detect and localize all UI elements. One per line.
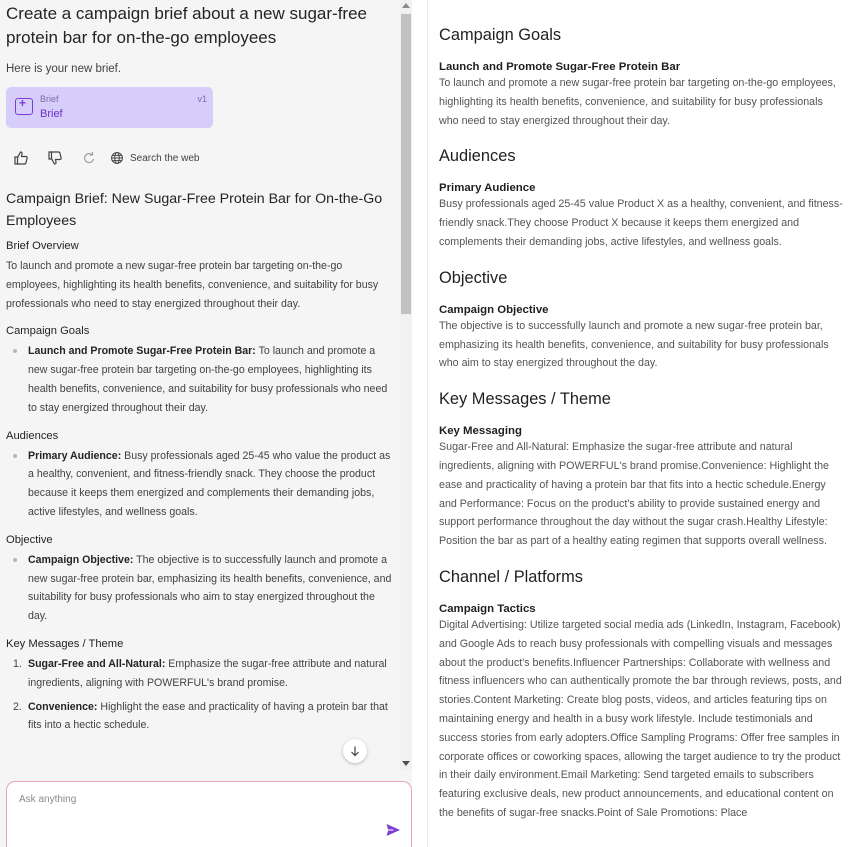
- section-subheading: Campaign Objective: [439, 303, 549, 316]
- list-item: 1. Sugar-Free and All-Natural: Emphasize the sugar-free attribute and natural ingredients, aligning with POWERFUL's brand promise.: [13, 657, 387, 689]
- brief-doc-title: Campaign Brief: New Sugar-Free Protein Bar for On-the-Go Employees: [6, 191, 383, 229]
- send-icon[interactable]: [385, 822, 401, 838]
- scroll-to-bottom-button[interactable]: [343, 739, 367, 763]
- list-item: Campaign Objective: The objective is to successfully launch and promote a new sugar-free protein bar, emphasizing its health benefits, convenience, and suitability for busy professionals who aim to stay energized throughout the day.: [6, 551, 394, 626]
- section-text: The objective is to successfully launch and promote a new sugar-free protein bar, emphasizing its health benefits, convenience, and suitability for busy professionals who aim to stay energized throughout the day.: [439, 319, 829, 370]
- user-prompt: Create a campaign brief about a new sugar-free protein bar for on-the-go employees: [6, 4, 367, 47]
- section-heading-key-messages: Key Messages / Theme: [439, 390, 611, 409]
- brief-card-version: v1: [197, 94, 207, 104]
- section-text: Sugar-Free and All-Natural: Emphasize the sugar-free attribute and natural ingredients, aligning with POWERFUL's brand promise.Convenience: Highlight the ease and practicality of having a protein bar that fits into a hectic schedule.Energy and Performance: Focus on the product's ability to provide sustained energy and support performance throughout the day without the sugar crash.Healthy Lifestyle: Position the bar as part of a healthy eating regimen that supports overall wellness.: [439, 441, 829, 548]
- brief-card-title: Brief: [40, 108, 63, 120]
- list-item: 2. Convenience: Highlight the ease and practicality of having a protein bar that fits into a hectic schedule.: [13, 700, 388, 732]
- section-heading-objective: Objective: [439, 268, 508, 287]
- section-heading-audiences: Audiences: [439, 147, 516, 166]
- objective-list: [6, 551, 394, 626]
- section-subheading: Campaign Tactics: [439, 602, 536, 615]
- messages-heading: Key Messages / Theme: [6, 637, 124, 650]
- brief-card-type: Brief: [40, 94, 59, 104]
- search-web-button[interactable]: [110, 151, 200, 165]
- audiences-list: [6, 447, 394, 522]
- chat-transcript[interactable]: [0, 0, 400, 770]
- thumbs-down-icon[interactable]: [46, 149, 64, 167]
- chat-pane: [0, 0, 412, 847]
- list-item: Primary Audience: Busy professionals aged 25-45 who value the product as a healthy, convenient, and fitness-friendly snack. They choose the product because it keeps them energized and complements their demanding jobs, active lifestyles, and wellness goals.: [6, 447, 394, 522]
- section-text: To launch and promote a new sugar-free protein bar targeting on-the-go employees, highlighting its health benefits, convenience, and suitability for busy professionals who need to stay energized throughout their day.: [439, 77, 836, 127]
- overview-heading: Brief Overview: [6, 240, 79, 252]
- section-subheading: Launch and Promote Sugar-Free Protein Bar: [439, 61, 681, 73]
- thumbs-up-icon[interactable]: [12, 149, 30, 167]
- chat-input[interactable]: [19, 794, 359, 805]
- section-heading-channels: Channel / Platforms: [439, 567, 583, 586]
- section-subheading: Key Messaging: [439, 425, 522, 438]
- section-subheading: Primary Audience: [439, 182, 536, 195]
- brief-document-icon: [15, 98, 33, 115]
- goals-heading: Campaign Goals: [6, 325, 90, 338]
- response-actions: [6, 148, 394, 168]
- globe-icon: [110, 151, 124, 165]
- search-web-label: Search the web: [130, 152, 200, 164]
- regenerate-icon[interactable]: [80, 149, 98, 167]
- goals-list: [6, 342, 394, 417]
- response-intro: Here is your new brief.: [6, 63, 122, 75]
- scroll-up-arrow-icon[interactable]: [402, 3, 410, 8]
- brief-document[interactable]: [427, 0, 854, 847]
- section-text: Busy professionals aged 25-45 value Product X as a healthy, convenient, and fitness-friendly snack.They choose Product X because it keeps them energized and complements their demanding jobs, active lifestyles, and wellness goals.: [439, 198, 843, 248]
- scroll-down-arrow-icon[interactable]: [402, 761, 410, 766]
- objective-heading: Objective: [6, 533, 53, 546]
- brief-card[interactable]: [6, 87, 213, 128]
- scrollbar-thumb[interactable]: [401, 14, 411, 314]
- list-item: Launch and Promote Sugar-Free Protein Bar: To launch and promote a new sugar-free protein bar targeting on-the-go employees, highlighting its health benefits, convenience, and suitability for busy professionals who need to stay energized throughout their day.: [6, 342, 394, 417]
- messages-list: [6, 655, 394, 735]
- section-text: Digital Advertising: Utilize targeted social media ads (LinkedIn, Instagram, Facebook) and Google Ads to reach busy professionals with compelling visuals and messages about the product's benefits.Influencer Partnerships: Collaborate with wellness and fitness influencers who can authentically promote the bar through reviews, posts, and stories.Content Marketing: Create blog posts, videos, and articles featuring tips on maintaining energy and health in a busy work lifestyle. Include testimonials and success stories from early adopters.Office Sampling Programs: Offer free samples in corporate offices or coworking spaces, allowing the target audience to try the product in their daily environment.Email Marketing: Send targeted emails to subscribers featuring exclusive deals, new product announcements, and educational content on the benefits of sugar-free snacks.Point of Sale Promotions: Place: [439, 618, 842, 819]
- audiences-heading: Audiences: [6, 429, 59, 442]
- section-heading-campaign-goals: Campaign Goals: [439, 26, 562, 44]
- overview-text: To launch and promote a new sugar-free protein bar targeting on-the-go employees, highlighting its health benefits, convenience, and suitability for busy professionals who need to stay energized throughout their day.: [6, 260, 379, 310]
- arrow-down-icon: [349, 745, 361, 757]
- chat-composer: [6, 781, 412, 847]
